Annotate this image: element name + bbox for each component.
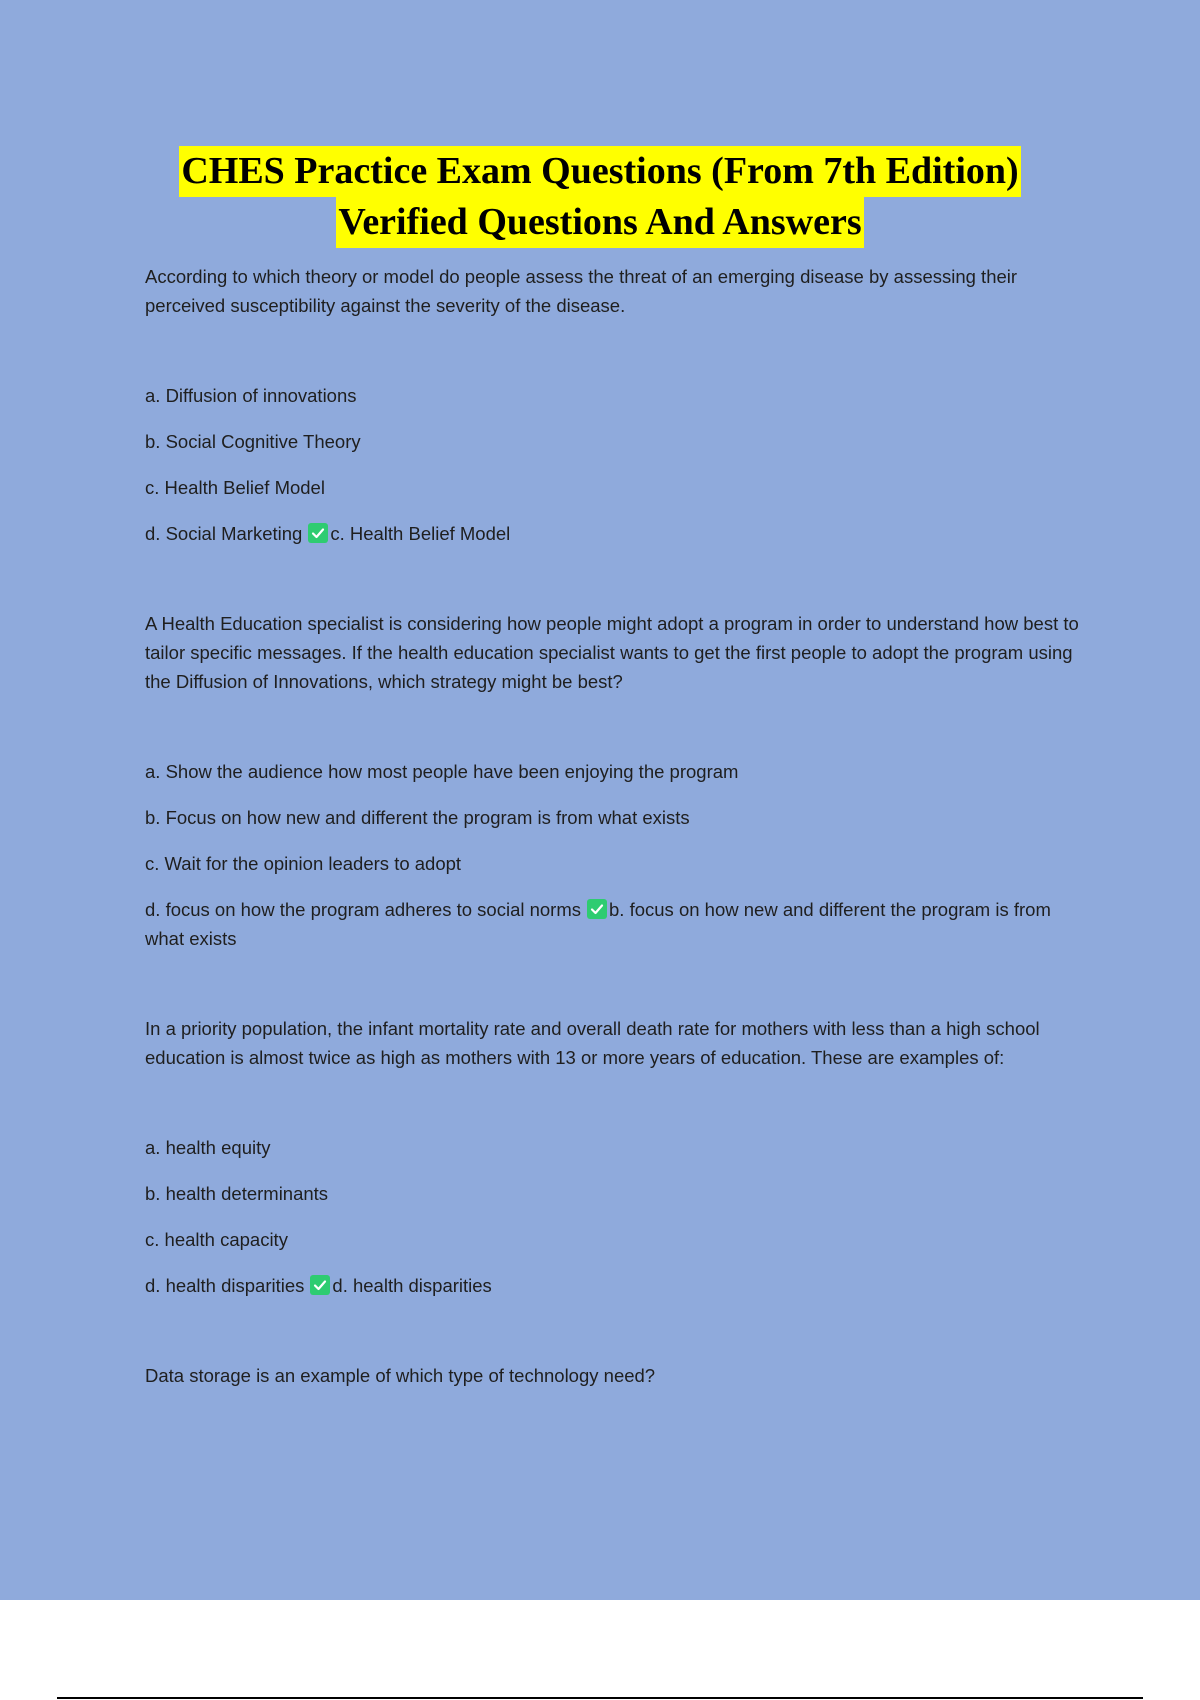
option-item: b. Focus on how new and different the program is from what exists	[145, 807, 690, 828]
option-item: d. health disparities	[145, 1275, 305, 1296]
question-text: A Health Education specialist is considering how people might adopt a program in order to understand how best to tailor specific messages. If the health education specialist wants to get the first people to adopt the program using the Diffusion of Innovations, which strategy might be best?	[145, 613, 1079, 692]
option-list	[145, 757, 1090, 953]
option-list	[145, 381, 1090, 548]
answer-text: b. focus on how new and different the program is from what exists	[145, 899, 1051, 949]
option-list	[145, 1133, 1090, 1300]
question-block	[145, 1361, 1090, 1390]
option-item: c. Wait for the opinion leaders to adopt	[145, 853, 462, 874]
title-line-1: CHES Practice Exam Questions (From 7th Edition)	[179, 146, 1020, 197]
option-item-with-answer	[145, 1271, 1090, 1300]
question-block	[145, 609, 1090, 953]
option-item: a. health equity	[145, 1137, 271, 1158]
question-list	[145, 262, 1090, 1390]
option-item: d. Social Marketing	[145, 523, 303, 544]
question-text: Data storage is an example of which type of technology need?	[145, 1365, 656, 1386]
option-item: c. health capacity	[145, 1229, 288, 1250]
option-item: a. Show the audience how most people have been enjoying the program	[145, 761, 739, 782]
question-text: According to which theory or model do people assess the threat of an emerging disease by assessing their perceived susceptibility against the severity of the disease.	[145, 266, 1018, 316]
option-item: d. focus on how the program adheres to social norms	[145, 899, 582, 920]
option-item: a. Diffusion of innovations	[145, 385, 357, 406]
footer-divider	[57, 1697, 1143, 1699]
option-item-with-answer	[145, 895, 1090, 953]
answer-text: c. Health Belief Model	[330, 523, 511, 544]
check-mark-icon	[308, 523, 328, 543]
option-item: c. Health Belief Model	[145, 477, 325, 498]
title-line-2: Verified Questions And Answers	[336, 197, 863, 248]
document-title	[0, 146, 1200, 248]
answer-text: d. health disparities	[332, 1275, 492, 1296]
check-mark-icon	[587, 899, 607, 919]
option-item: b. health determinants	[145, 1183, 329, 1204]
check-mark-icon	[310, 1275, 330, 1295]
question-text: In a priority population, the infant mortality rate and overall death rate for mothers with less than a high school education is almost twice as high as mothers with 13 or more years of education. These are examples of:	[145, 1018, 1040, 1068]
question-block	[145, 1014, 1090, 1300]
option-item-with-answer	[145, 519, 1090, 548]
option-item: b. Social Cognitive Theory	[145, 431, 361, 452]
question-block	[145, 262, 1090, 548]
